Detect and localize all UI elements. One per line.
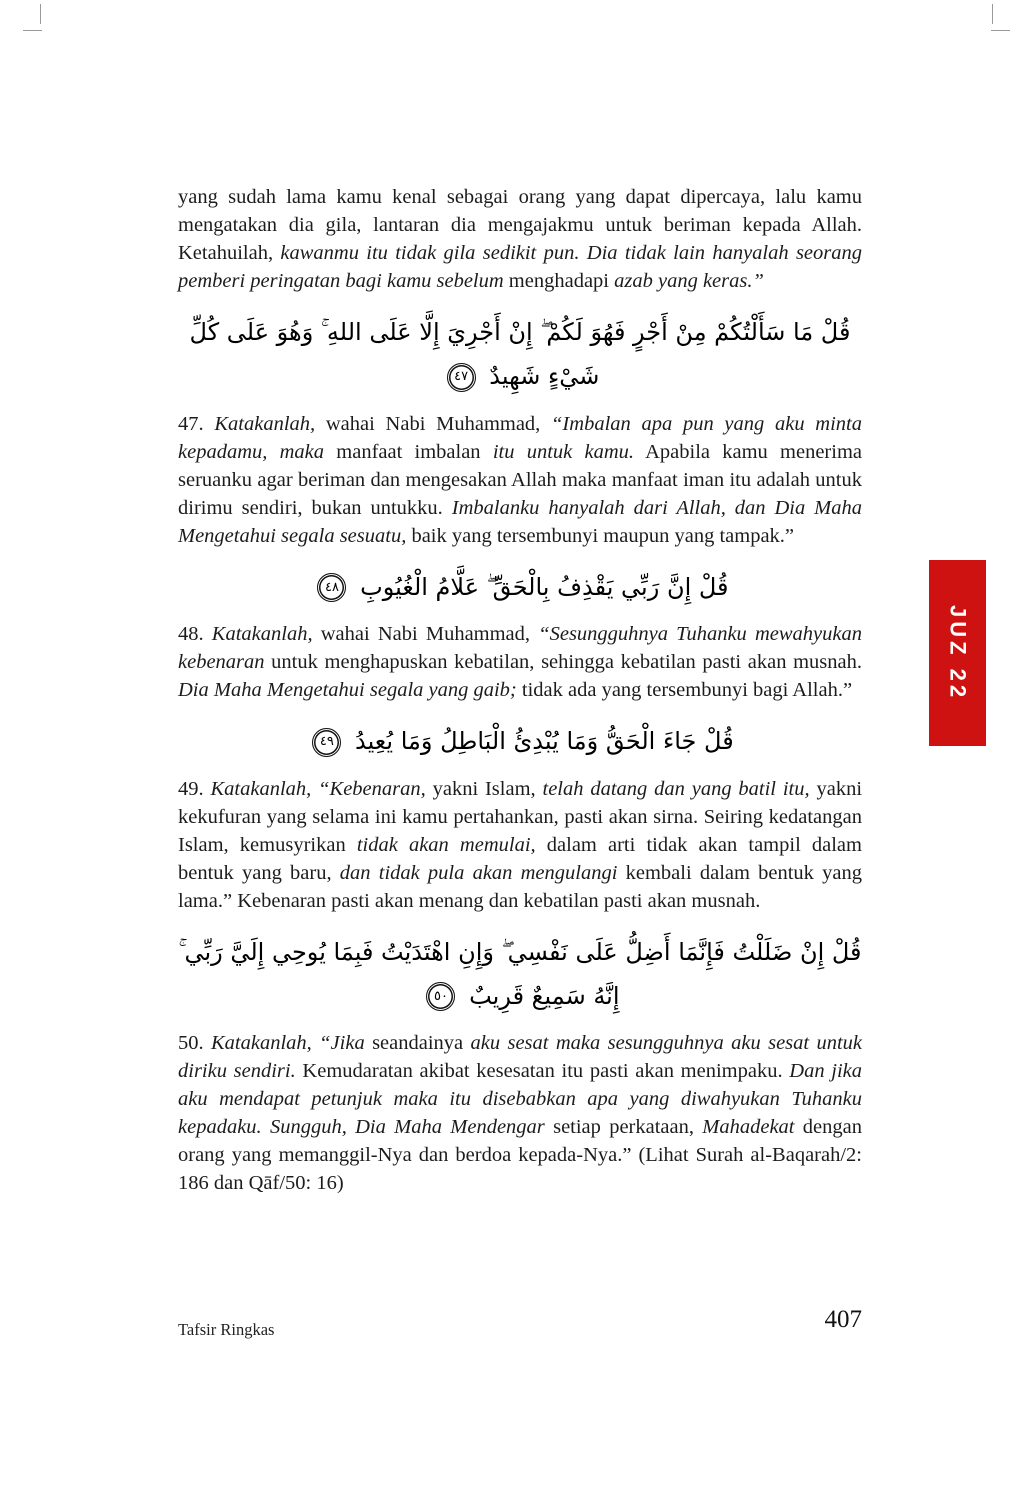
- tafsir-text: wahai Nabi Muhammad,: [315, 412, 552, 435]
- tafsir-text: tidak ada yang tersembunyi bagi Allah.”: [516, 679, 853, 702]
- translation-text: Katakanlah,: [211, 623, 313, 646]
- arabic-verse-text: قُلْ إِنْ ضَلَلْتُ فَإِنَّمَا أَضِلُّ عَلَى نَفْسِي ۖ وَإِنِ اهْتَدَيْتُ فَبِمَا يُوحِي إِلَيَّ رَبِّي ۚ إِنَّهُ سَمِيعٌ قَرِيبٌ: [178, 937, 862, 1010]
- crop-mark: [23, 30, 42, 31]
- translation-text: Katakanlah, “Jika: [211, 1032, 365, 1055]
- translation-text: Imbalanku hanyalah dari Allah, dan Dia Maha Mengetahui segala sesuatu,: [178, 496, 862, 547]
- translation-text: Dia Maha Mengetahui segala yang gaib;: [178, 679, 517, 702]
- crop-mark: [991, 30, 1010, 31]
- tafsir-text: kembali dalam bentuk yang lama.” Kebenaran pasti akan menang dan kebatilan pasti akan musnah.: [178, 861, 862, 912]
- tafsir-text: yakni Islam,: [425, 777, 543, 800]
- ayah-number-badge: ٥٠: [426, 982, 455, 1011]
- tafsir-text: baik yang tersembunyi maupun yang tampak.”: [406, 524, 795, 547]
- juz-tab-label: JUZ 22: [945, 604, 971, 702]
- tafsir-text: untuk menghapuskan kebatilan, sehingga kebatilan pasti akan musnah.: [264, 651, 862, 674]
- arabic-verse: [178, 310, 862, 399]
- tafsir-text: dalam arti tidak akan tampil dalam bentuk yang baru,: [178, 833, 862, 884]
- translation-text: Katakanlah,: [214, 412, 316, 435]
- ayah-number-badge: ٤٨: [317, 573, 346, 602]
- paragraph: [178, 775, 862, 915]
- tafsir-text: dengan orang yang memanggil-Nya dan berdoa kepada-Nya.” (Lihat Surah al-Baqarah/2: 186 dan Qāf/50: 16): [178, 1116, 863, 1195]
- tafsir-text: 49.: [178, 777, 211, 800]
- translation-text: dan tidak pula akan mengulangi: [339, 861, 618, 884]
- translation-text: Katakanlah, “Kebenaran,: [210, 777, 426, 800]
- arabic-verse: [178, 719, 862, 763]
- tafsir-text: yakni kekufuran yang selama ini kamu pertahankan, pasti akan sirna. Seiring kedatangan Islam, kemusyrikan: [178, 777, 863, 856]
- tafsir-text: Kemudaratan akibat kesesatan itu pasti akan menimpaku.: [295, 1060, 790, 1083]
- translation-text: azab yang keras.”: [614, 270, 764, 292]
- tafsir-text: yang sudah lama kamu kenal sebagai orang yang dapat dipercaya, lalu kamu mengatakan dia gila, lantaran dia mengajakmu untuk beriman kepada Allah. Ketahuilah,: [178, 186, 862, 264]
- crop-mark: [40, 4, 41, 24]
- translation-text: “Imbalan apa pun yang aku minta kepadamu, maka: [178, 412, 863, 463]
- translation-text: aku sesat maka sesungguhnya aku sesat untuk diriku sendiri.: [178, 1032, 862, 1083]
- arabic-verse-text: قُلْ مَا سَأَلْتُكُمْ مِنْ أَجْرٍ فَهُوَ لَكُمْ ۖ إِنْ أَجْرِيَ إِلَّا عَلَى اللهِ ۚ وَهُوَ عَلَى كُلِّ شَيْءٍ شَهِيدٌ: [189, 318, 851, 391]
- tafsir-text: menghadapi: [503, 270, 615, 292]
- tafsir-text: seandainya: [364, 1032, 471, 1055]
- translation-text: itu untuk kamu.: [492, 440, 635, 463]
- translation-text: tidak akan memulai,: [356, 833, 536, 856]
- juz-tab: [929, 560, 986, 746]
- tafsir-text: 48.: [178, 623, 212, 646]
- paragraph: [178, 410, 862, 550]
- tafsir-text: manfaat imbalan: [324, 440, 493, 463]
- ayah-number-badge: ٤٩: [312, 728, 341, 757]
- tafsir-text: setiap perkataan,: [544, 1116, 703, 1139]
- tafsir-text: wahai Nabi Muhammad,: [312, 623, 539, 646]
- arabic-verse-text: قُلْ جَاءَ الْحَقُّ وَمَا يُبْدِئُ الْبَاطِلُ وَمَا يُعِيدُ: [354, 727, 734, 756]
- arabic-verse: [178, 930, 862, 1019]
- page-number: 407: [824, 1306, 862, 1333]
- translation-text: Dan jika aku mendapat petunjuk maka itu disebabkan apa yang diwahyukan Tuhanku kepadaku. Sungguh, Dia Maha Mendengar: [178, 1060, 862, 1139]
- paragraph: [178, 183, 862, 295]
- footer-book-title: Tafsir Ringkas: [178, 1320, 275, 1339]
- arabic-verse-text: قُلْ إِنَّ رَبِّي يَقْذِفُ بِالْحَقِّ ۖ عَلَّامُ الْغُيُوبِ: [360, 572, 729, 601]
- translation-text: Mahadekat: [702, 1116, 795, 1139]
- content-column: [178, 183, 862, 1206]
- arabic-verse: [178, 565, 862, 609]
- tafsir-text: 50.: [178, 1032, 211, 1055]
- tafsir-text: Apabila kamu menerima seruanku agar beriman dan mengesakan Allah maka manfaat iman itu adalah untuk dirimu sendiri, bukan untukku.: [178, 440, 863, 519]
- tafsir-text: 47.: [178, 412, 215, 435]
- translation-text: “Sesungguhnya Tuhanku mewahyukan kebenaran: [178, 623, 862, 674]
- paragraph: [178, 620, 862, 704]
- ayah-number-badge: ٤٧: [447, 363, 476, 392]
- crop-mark: [992, 4, 993, 24]
- translation-text: telah datang dan yang batil itu,: [542, 777, 810, 800]
- paragraph: [178, 1029, 862, 1197]
- translation-text: kawanmu itu tidak gila sedikit pun. Dia tidak lain hanyalah seorang pemberi peringatan bagi kamu sebelum: [178, 242, 862, 292]
